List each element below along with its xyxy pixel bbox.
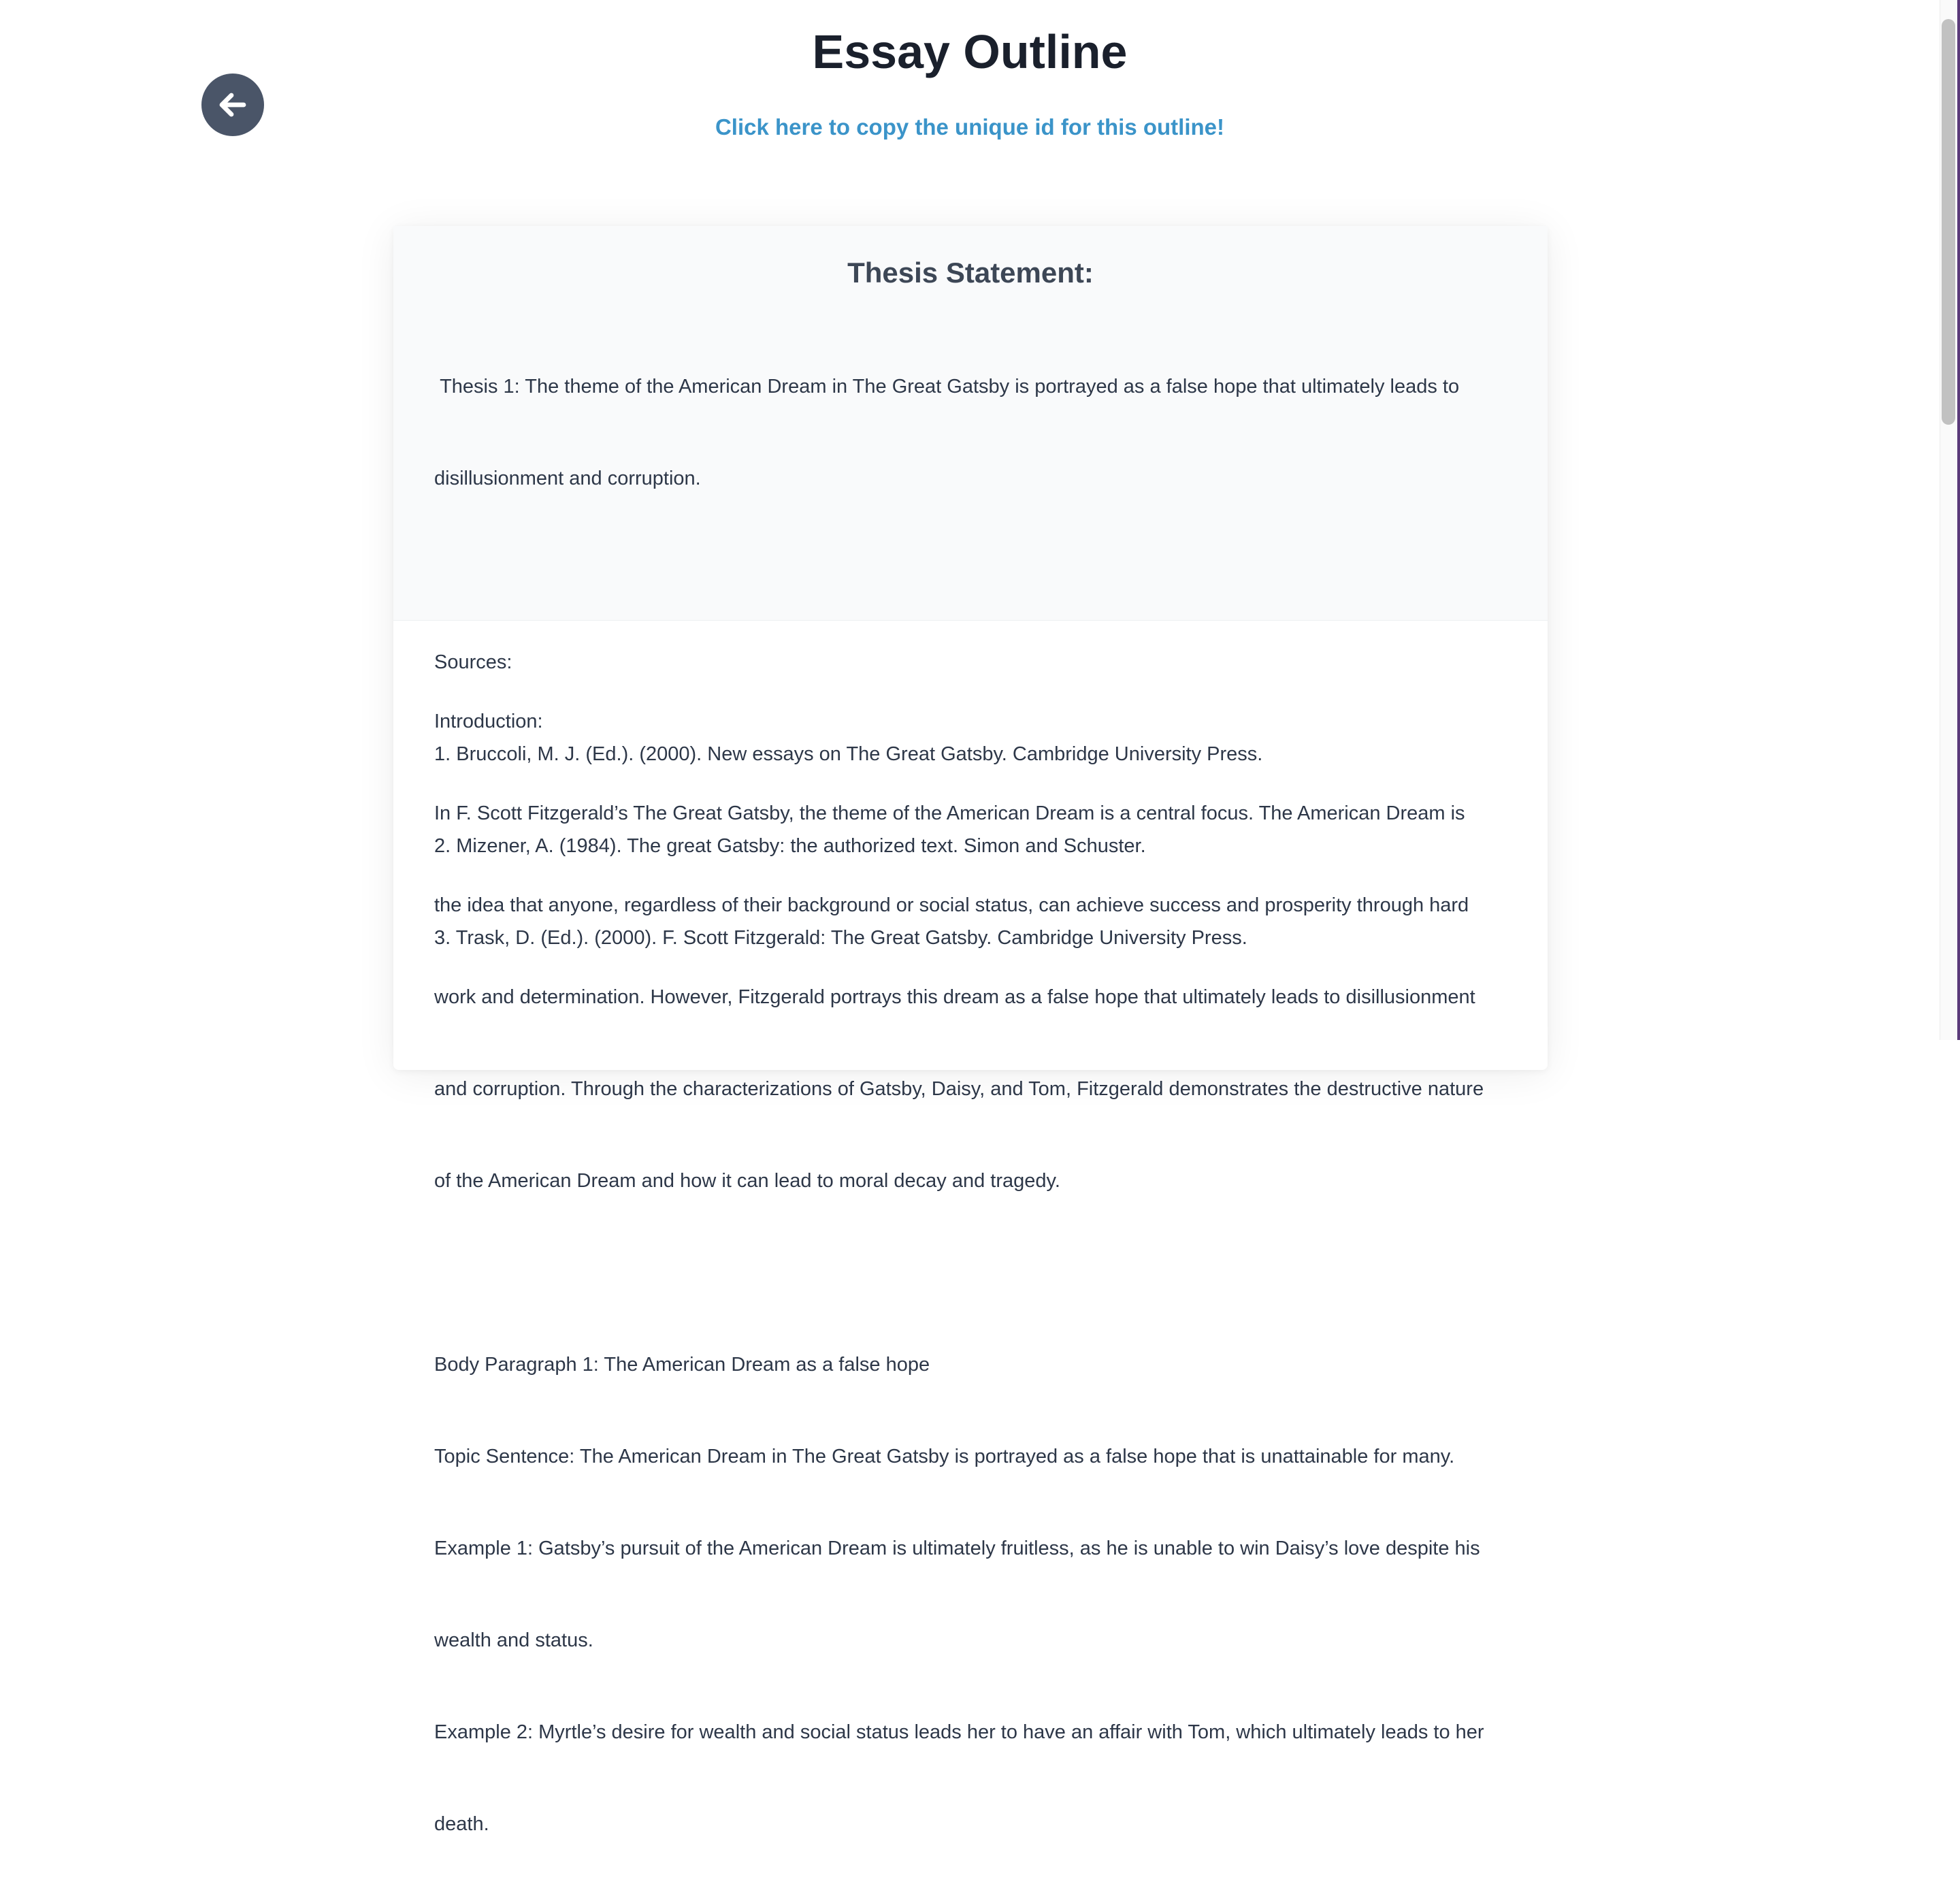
page-title: Essay Outline (812, 25, 1128, 78)
intro-line: and corruption. Through the characterizations of Gatsby, Daisy, and Tom, Fitzgerald demonstrates the destructive nature (434, 1078, 1484, 1100)
intro-line: In F. Scott Fitzgerald’s The Great Gatsby, the theme of the American Dream is a central focus. The American Dream is (434, 802, 1465, 824)
outline-body (393, 621, 1548, 1901)
source-item: 3. Trask, D. (Ed.). (2000). F. Scott Fitzgerald: The Great Gatsby. Cambridge University Press. (434, 927, 1247, 949)
body1-line: death. (434, 1813, 489, 1835)
body1-line: Example 2: Myrtle’s desire for wealth and social status leads her to have an affair with Tom, which ultimately leads to her (434, 1721, 1484, 1743)
body1-line: wealth and status. (434, 1629, 593, 1651)
outline-card (393, 226, 1548, 1835)
copy-id-link[interactable]: Click here to copy the unique id for this outline! (715, 114, 1225, 140)
source-item: 1. Bruccoli, M. J. (Ed.). (2000). New essays on The Great Gatsby. Cambridge University Press. (434, 743, 1263, 766)
intro-line: the idea that anyone, regardless of their background or social status, can achieve success and prosperity through hard (434, 894, 1469, 916)
thesis-line: disillusionment and corruption. (434, 468, 701, 490)
intro-line: work and determination. However, Fitzgerald portrays this dream as a false hope that ultimately leads to disillusionment (434, 986, 1475, 1008)
sources-label: Sources: (434, 651, 512, 674)
body1-line: Topic Sentence: The American Dream in The Great Gatsby is portrayed as a false hope that is unattainable for many. (434, 1446, 1455, 1467)
scrollbar-thumb[interactable] (1942, 19, 1955, 425)
window-edge (1957, 0, 1960, 1040)
thesis-line: Thesis 1: The theme of the American Dream in The Great Gatsby is portrayed as a false hope that ultimately leads to (434, 376, 1460, 398)
body1-line: Example 1: Gatsby’s pursuit of the American Dream is ultimately fruitless, as he is unable to win Daisy’s love despite his (434, 1538, 1480, 1559)
source-item: 2. Mizener, A. (1984). The great Gatsby: the authorized text. Simon and Schuster. (434, 835, 1146, 858)
intro-line: of the American Dream and how it can lead to moral decay and tragedy. (434, 1170, 1060, 1192)
body1-heading: Body Paragraph 1: The American Dream as a false hope (434, 1354, 930, 1376)
intro-label: Introduction: (434, 711, 543, 732)
thesis-heading: Thesis Statement: (847, 257, 1094, 289)
